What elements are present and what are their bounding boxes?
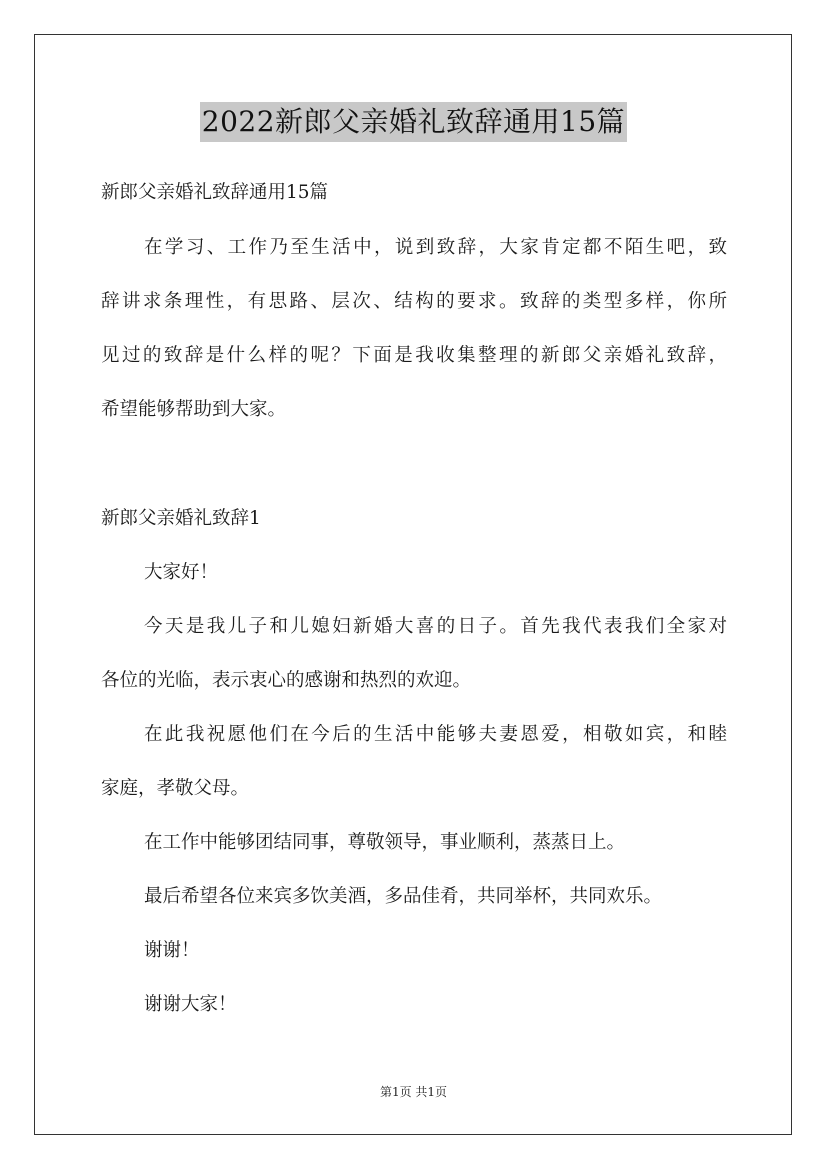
page-number-footer: 第1页 共1页 bbox=[379, 1085, 448, 1099]
thanks-line-1: 谢谢！ bbox=[144, 940, 200, 961]
paragraph-2-line-1: 在此我祝愿他们在今后的生活中能够夫妻恩爱，相敬如宾，和睦 bbox=[144, 724, 727, 745]
paragraph-4: 最后希望各位来宾多饮美酒，多品佳肴，共同举杯，共同欢乐。 bbox=[144, 886, 663, 907]
thanks-line-2: 谢谢大家！ bbox=[144, 994, 237, 1015]
title-container bbox=[0, 102, 827, 142]
subtitle: 新郎父亲婚礼致辞通用15篇 bbox=[101, 182, 329, 203]
paragraph-3: 在工作中能够团结同事，尊敬领导，事业顺利，蒸蒸日上。 bbox=[144, 832, 626, 853]
intro-line-2: 辞讲求条理性，有思路、层次、结构的要求。致辞的类型多样，你所 bbox=[101, 291, 727, 312]
paragraph-2-line-2: 家庭，孝敬父母。 bbox=[101, 778, 250, 799]
greeting: 大家好！ bbox=[144, 562, 219, 583]
intro-line-4: 希望能够帮助到大家。 bbox=[101, 399, 287, 420]
section-heading: 新郎父亲婚礼致辞1 bbox=[101, 508, 261, 529]
paragraph-1-line-1: 今天是我儿子和儿媳妇新婚大喜的日子。首先我代表我们全家对 bbox=[144, 616, 727, 637]
document-title: 2022新郎父亲婚礼致辞通用15篇 bbox=[200, 102, 627, 142]
intro-line-1: 在学习、工作乃至生活中，说到致辞，大家肯定都不陌生吧，致 bbox=[144, 237, 727, 258]
paragraph-1-line-2: 各位的光临，表示衷心的感谢和热烈的欢迎。 bbox=[101, 670, 472, 691]
intro-line-3: 见过的致辞是什么样的呢？下面是我收集整理的新郎父亲婚礼致辞， bbox=[101, 345, 727, 366]
